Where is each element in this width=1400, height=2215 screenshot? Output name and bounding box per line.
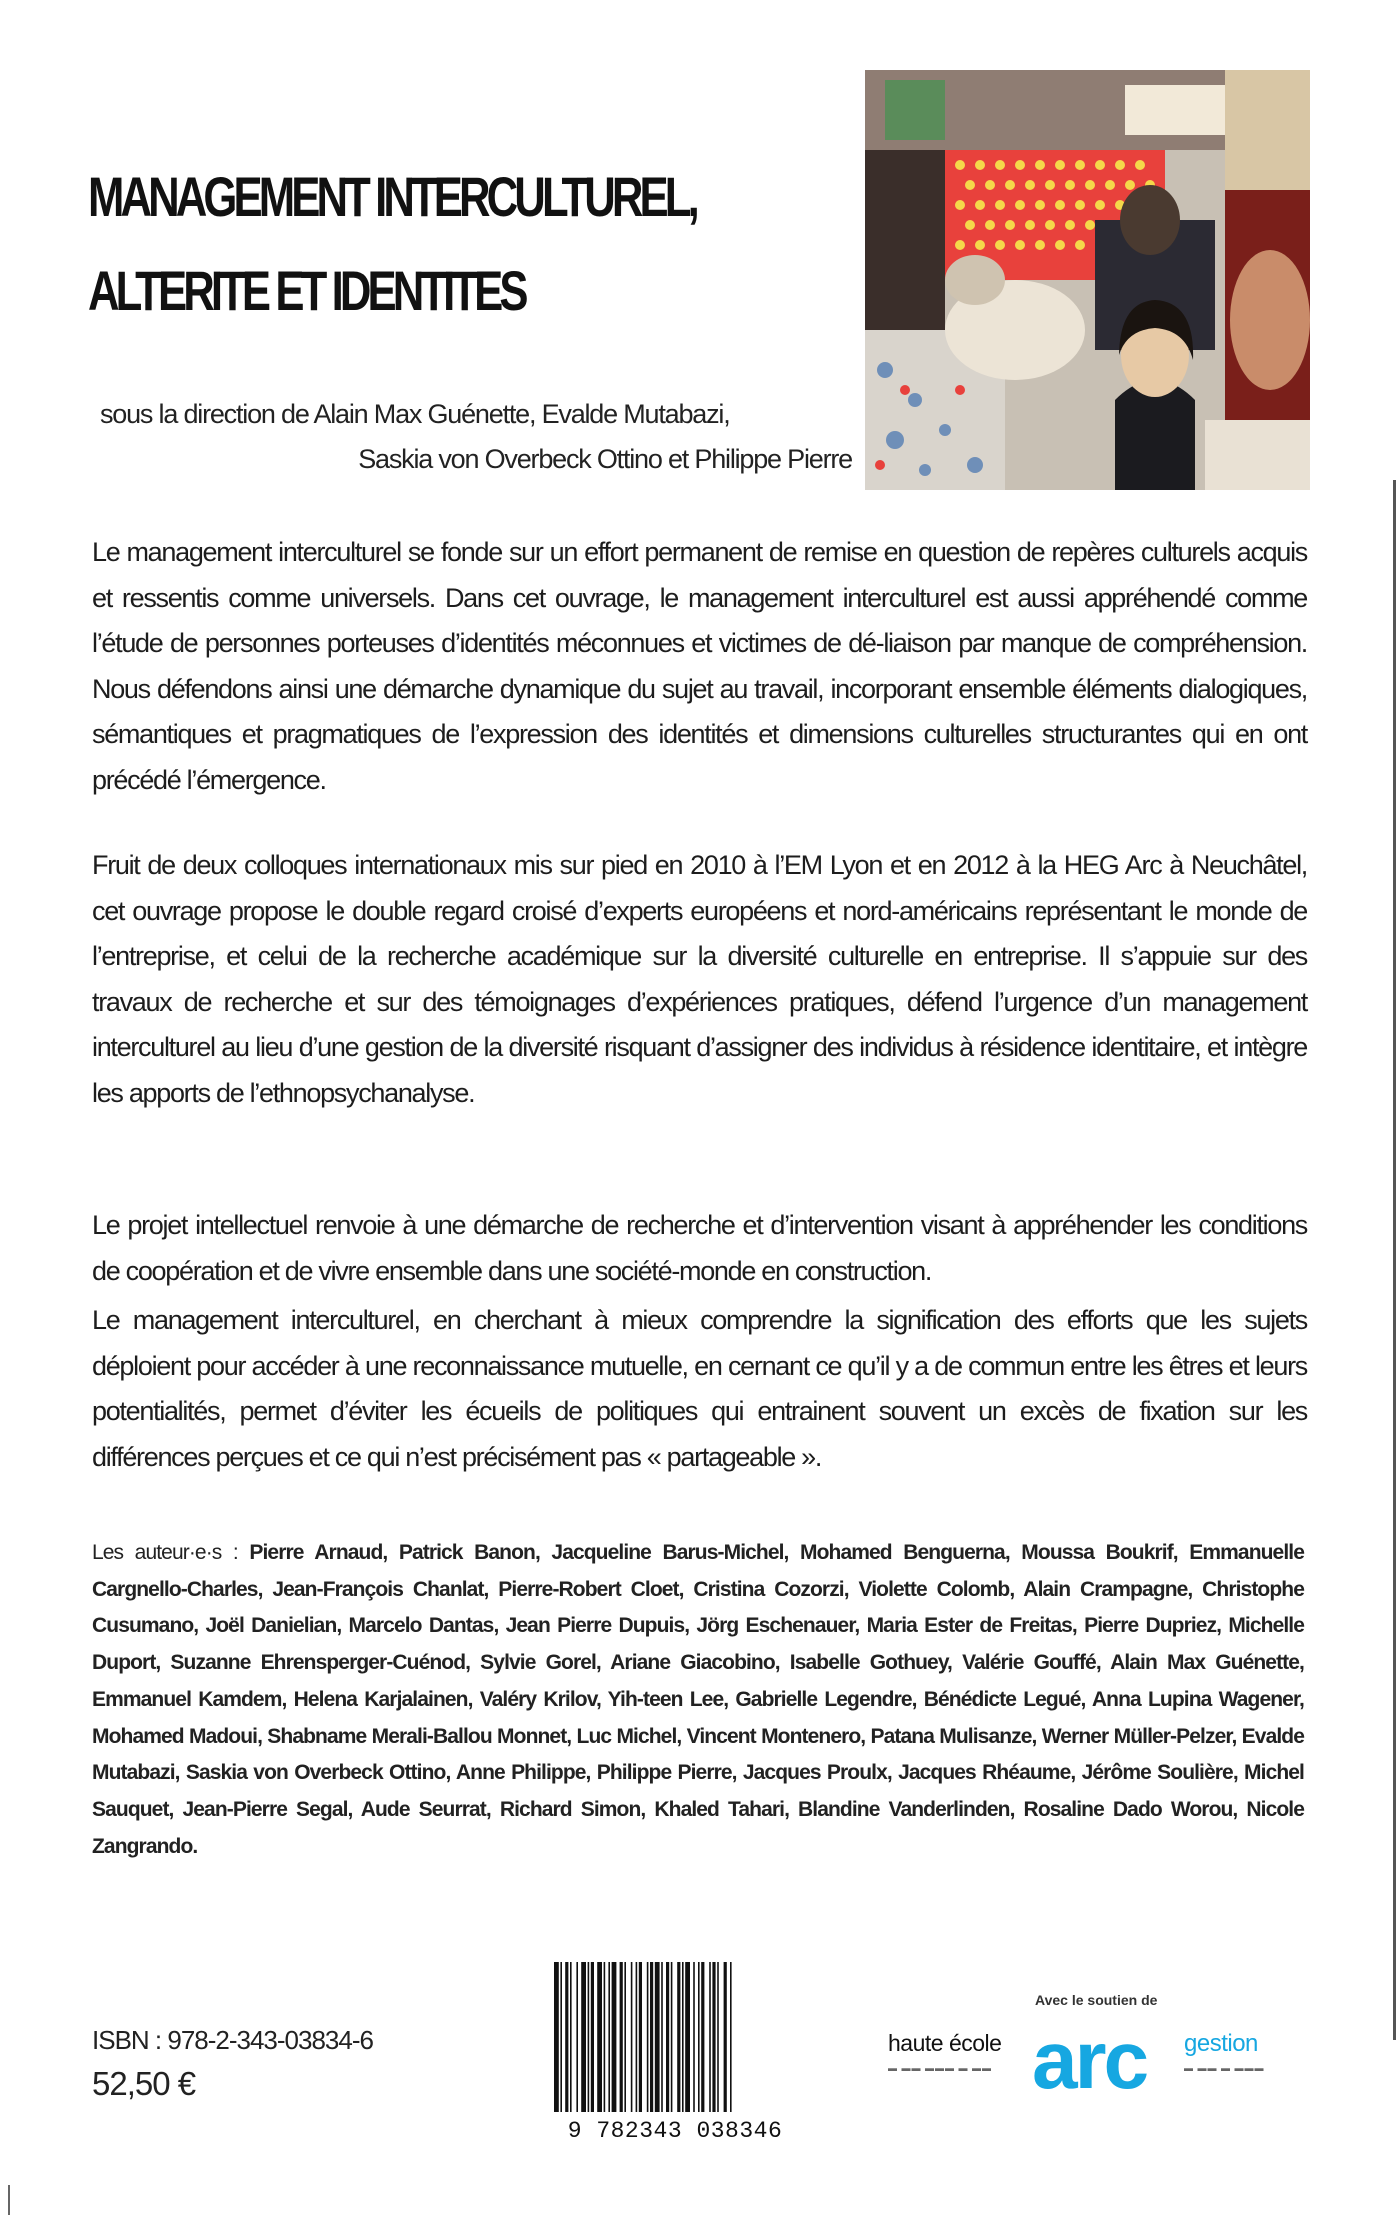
editors-line-2: Saskia von Overbeck Ottino et Philippe Pierre — [358, 444, 852, 474]
sponsor-arc-logo: arc — [1032, 2015, 1147, 2106]
sponsor-note: Avec le soutien de — [1035, 1992, 1158, 2008]
barcode-icon — [550, 1962, 800, 2122]
body-paragraph-1: Le management interculturel se fonde sur un effort permanent de remise en question de repères culturels acquis et ressentis comme universels. Dans cet ouvrage, le management interculturel est aussi appréhendé comme l’étude de personnes porteuses d’identités méconnues et victimes de dé-liaison par manque de compréhension. Nous défendons ainsi une démarche dynamique du sujet au travail, incorporant ensemble éléments dialogiques, sémantiques et pragmatiques de l’expression des identités et dimensions culturelles structurantes qui en ont précédé l’émergence. — [92, 537, 1307, 795]
sponsor-haute-ecole: haute école — [888, 2030, 1002, 2056]
sponsor-gestion: gestion — [1184, 2030, 1258, 2057]
editors-line-1: sous la direction de Alain Max Guénette, Evalde Mutabazi, — [100, 399, 730, 429]
book-title-line-1: MANAGEMENT INTERCULTUREL, — [88, 165, 696, 228]
sponsor-gestion-underline: ▬ ▬▬ ▬ ▬▬▬ — [1184, 2063, 1265, 2073]
sponsor-haute-ecole-underline: ▬ ▬▬ ▬▬▬ ▬ ▬▬ — [888, 2063, 993, 2073]
book-title-line-2: ALTERITE ET IDENTITES — [88, 259, 525, 322]
edge-rule-right — [1393, 480, 1396, 2040]
collage-photo-icon — [865, 70, 1310, 490]
barcode-digits: 9 782343 038346 — [567, 2118, 783, 2144]
body-paragraph-4: Le management interculturel, en cherchant à mieux comprendre la signification des efforts que les sujets déploient pour accéder à une reconnaissance mutuelle, en cernant ce qu’il y a de commun entre les êtres et leurs potentialités, permet d’éviter les écueils de politiques qui entrainent souvent un excès de fixation sur les différences perçues et ce qui n’est précisément pas « partageable ». — [92, 1305, 1307, 1472]
body-paragraph-3: Le projet intellectuel renvoie à une démarche de recherche et d’intervention visant à appréhender les conditions de coopération et de vivre ensemble dans une société-monde en construction. — [92, 1210, 1307, 1286]
authors-names: Pierre Arnaud, Patrick Banon, Jacqueline Barus-Michel, Mohamed Benguerna, Moussa Boukrif, Emmanuelle Cargnello-Charles, Jean-François Chanlat, Pierre-Robert Cloet, Cristina Cozorzi, Violette Colomb, Alain Crampagne, Christophe Cusumano, Joël Danielian, Marcelo Dantas, Jean Pierre Dupuis, Jörg Eschenauer, Maria Ester de Freitas, Pierre Dupriez, Michelle Duport, Suzanne Ehrensperger-Cuénod, Sylvie Gorel, Ariane Giacobino, Isabelle Gothuey, Valérie Gouffé, Alain Max Guénette, Emmanuel Kamdem, Helena Karjalainen, Valéry Krilov, Yih-teen Lee, Gabrielle Legendre, Bénédicte Legué, Anna Lupina Wagener, Mohamed Madoui, Shabname Merali-Ballou Monnet, Luc Michel, Vincent Montenero, Patana Mulisanze, Werner Müller-Pelzer, Evalde Mutabazi, Saskia von Overbeck Ottino, Anne Philippe, Philippe Pierre, Jacques Proulx, Jacques Rhéaume, Jérôme Soulière, Michel Sauquet, Jean-Pierre Segal, Aude Seurrat, Richard Simon, Khaled Tahari, Blandine Vanderlinden, Rosaline Dado Worou, Nicole Zangrando. — [92, 1541, 1304, 1858]
edge-rule-left — [8, 2185, 10, 2215]
collage-artwork — [865, 70, 1310, 490]
book-title — [88, 150, 696, 338]
authors-lead: Les auteur·e·s : — [92, 1541, 238, 1564]
price: 52,50 € — [92, 2065, 196, 2102]
isbn: ISBN : 978-2-343-03834-6 — [92, 2025, 373, 2055]
book-editors — [100, 392, 852, 482]
authors-list — [92, 1535, 1304, 1865]
body-paragraph-2: Fruit de deux colloques internationaux mis sur pied en 2010 à l’EM Lyon et en 2012 à la HEG Arc à Neuchâtel, cet ouvrage propose le double regard croisé d’experts européens et nord-américains représentant le monde de l’entreprise, et celui de la recherche académique sur la diversité culturelle en entreprise. Il s’appuie sur des travaux de recherche et sur des témoignages d’expériences pratiques, défend l’urgence d’un management interculturel au lieu d’une gestion de la diversité risquant d’assigner des individus à résidence identitaire, et intègre les apports de l’ethnopsychanalyse. — [92, 850, 1307, 1108]
